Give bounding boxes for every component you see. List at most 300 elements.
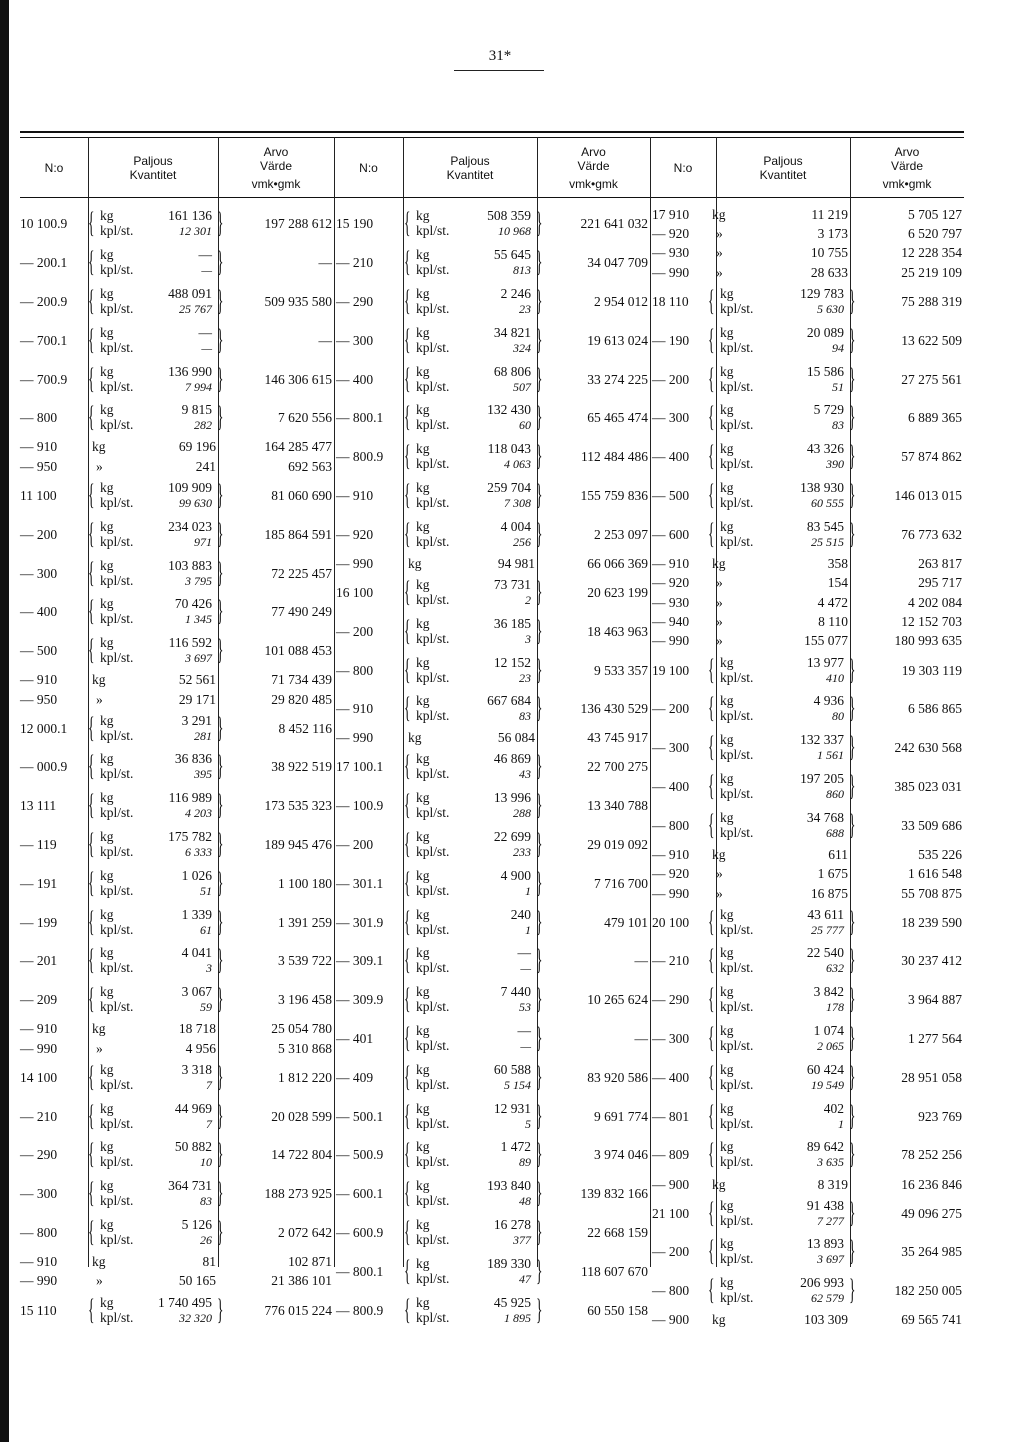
unit-kg: kg bbox=[100, 479, 114, 495]
unit-kpl: kpl/st. bbox=[100, 533, 134, 549]
unit-kg: kg bbox=[100, 208, 114, 224]
row-number: 10 100.9 bbox=[20, 216, 68, 232]
row-number: — 800 bbox=[20, 1225, 58, 1240]
row-number: — 809 bbox=[652, 1147, 690, 1163]
row-number: — 910 bbox=[652, 555, 690, 571]
row-number: — 600.1 bbox=[336, 1186, 384, 1202]
row-value: 29 019 092 bbox=[587, 837, 648, 853]
unit-kg: kg bbox=[416, 479, 430, 495]
row-number: — 300 bbox=[336, 332, 374, 348]
unit-kg: kg bbox=[720, 324, 734, 340]
quantity-kg: 129 783 bbox=[800, 285, 844, 301]
row-number: — 400 bbox=[652, 1069, 690, 1085]
quantity-kg: 3 173 bbox=[817, 226, 848, 242]
right-brace: } bbox=[217, 633, 224, 667]
row-value: 16 236 846 bbox=[901, 1176, 962, 1192]
row-value: 7 716 700 bbox=[594, 875, 648, 891]
quantity-kpl bbox=[817, 747, 844, 763]
quantity-kpl-value: 26 bbox=[200, 1233, 212, 1247]
right-brace: } bbox=[217, 1176, 224, 1210]
quantity-kpl-value: 860 bbox=[826, 786, 844, 801]
unit-kg: kg bbox=[416, 208, 430, 224]
unit-kpl: kpl/st. bbox=[100, 572, 134, 588]
left-brace: { bbox=[708, 904, 715, 938]
row-value: 692 563 bbox=[288, 458, 332, 474]
quantity-kpl bbox=[826, 960, 844, 976]
quantity-kpl-value: 7 308 bbox=[504, 495, 531, 510]
left-brace: { bbox=[88, 904, 95, 938]
quantity-kpl-value: 282 bbox=[194, 418, 212, 433]
row-value: 9 533 357 bbox=[594, 662, 648, 678]
row-value: 7 620 556 bbox=[278, 410, 332, 426]
quantity-kpl-value: 43 bbox=[519, 767, 531, 782]
ditto-mark: » bbox=[96, 1040, 103, 1056]
quantity-kpl bbox=[838, 1116, 844, 1132]
row-value: 38 922 519 bbox=[271, 759, 332, 775]
left-brace: { bbox=[88, 1137, 95, 1171]
unit-kpl: kpl/st. bbox=[100, 766, 134, 782]
quantity-kg: 1 675 bbox=[817, 866, 848, 882]
unit-kpl: kpl/st. bbox=[720, 339, 754, 355]
right-brace: } bbox=[217, 865, 224, 899]
unit-kpl: kpl/st. bbox=[100, 727, 134, 743]
left-brace: { bbox=[404, 827, 411, 861]
row-number: — 920 bbox=[336, 526, 374, 542]
left-brace: { bbox=[404, 613, 411, 647]
quantity-kg: 83 545 bbox=[806, 518, 844, 534]
ditto-mark: » bbox=[96, 1273, 103, 1289]
row-value: 34 047 709 bbox=[587, 255, 648, 271]
quantity-kg: 161 136 bbox=[168, 208, 212, 224]
row-number: — 930 bbox=[652, 594, 690, 610]
row-value: 71 734 439 bbox=[271, 672, 332, 688]
quantity-kpl-value: 1 bbox=[838, 1116, 844, 1131]
right-brace: } bbox=[536, 827, 543, 861]
row-value: 1 616 548 bbox=[908, 866, 962, 882]
quantity-kg: 16 278 bbox=[493, 1217, 531, 1232]
quantity-kg: 13 893 bbox=[806, 1236, 844, 1252]
unit-kg: kg bbox=[100, 790, 114, 806]
row-value: 8 452 116 bbox=[278, 720, 332, 736]
row-number: — 000.9 bbox=[20, 759, 68, 775]
quantity-kg: 189 330 bbox=[487, 1255, 531, 1271]
quantity-kpl-value: 83 bbox=[519, 709, 531, 724]
table-row bbox=[20, 981, 964, 1020]
left-brace: { bbox=[708, 283, 715, 317]
unit-kpl: kpl/st. bbox=[100, 650, 134, 666]
quantity-kg: 136 990 bbox=[168, 363, 212, 379]
right-brace: } bbox=[849, 904, 856, 938]
quantity-kpl-value: 2 065 bbox=[817, 1039, 844, 1054]
left-brace: { bbox=[404, 283, 411, 317]
quantity-kg: 43 326 bbox=[806, 441, 844, 457]
table-row bbox=[20, 224, 964, 243]
row-value: 22 668 159 bbox=[587, 1225, 648, 1240]
left-brace: { bbox=[88, 633, 95, 667]
quantity-kpl bbox=[832, 340, 844, 356]
quantity-kpl-value: 395 bbox=[194, 767, 212, 782]
row-number: 13 111 bbox=[20, 798, 57, 814]
quantity-kpl-value: — bbox=[520, 961, 531, 976]
row-value: 164 285 477 bbox=[264, 439, 332, 455]
row-number: — 910 bbox=[336, 701, 374, 717]
quantity-kpl-value: 7 bbox=[206, 1116, 212, 1131]
quantity-kg: 3 067 bbox=[181, 984, 212, 1000]
table-row bbox=[20, 903, 964, 942]
page-number-rule bbox=[454, 70, 544, 71]
left-brace: { bbox=[708, 768, 715, 802]
row-number: — 210 bbox=[336, 255, 374, 271]
quantity-kg: 44 969 bbox=[174, 1100, 212, 1116]
left-brace: { bbox=[404, 652, 411, 686]
left-brace: { bbox=[88, 1098, 95, 1132]
quantity-kpl-value: 3 bbox=[206, 961, 212, 976]
quantity-kpl bbox=[817, 1251, 844, 1267]
unit-kpl: kpl/st. bbox=[720, 533, 754, 549]
header-value: Arvo Värde vmk•gmk bbox=[569, 145, 618, 191]
unit-kpl: kpl/st. bbox=[100, 300, 134, 316]
unit-kpl: kpl/st. bbox=[416, 766, 450, 782]
unit-kg: kg bbox=[100, 1178, 114, 1194]
row-number: — 990 bbox=[652, 633, 690, 649]
quantity-kpl-value: 813 bbox=[513, 263, 531, 278]
left-brace: { bbox=[88, 788, 95, 822]
row-value: 101 088 453 bbox=[264, 643, 332, 659]
right-brace: } bbox=[536, 943, 543, 977]
row-number: — 800 bbox=[20, 410, 58, 426]
left-brace: { bbox=[708, 691, 715, 725]
table-row bbox=[20, 399, 964, 438]
row-number: — 990 bbox=[336, 730, 374, 746]
quantity-kpl-value: 256 bbox=[513, 534, 531, 549]
row-value: 263 817 bbox=[918, 555, 962, 571]
quantity-kpl-value: 61 bbox=[200, 922, 212, 937]
table-row bbox=[20, 632, 964, 651]
unit-kg: kg bbox=[720, 945, 734, 961]
row-value: 189 945 476 bbox=[264, 837, 332, 853]
quantity-kg: 132 337 bbox=[800, 732, 844, 748]
row-number: — 910 bbox=[20, 1254, 58, 1270]
row-value: 6 889 365 bbox=[908, 410, 962, 426]
unit-kg: kg bbox=[100, 247, 114, 263]
header-no: N:o bbox=[359, 161, 378, 175]
unit-kpl: kpl/st. bbox=[416, 1232, 450, 1247]
unit-kpl: kpl/st. bbox=[416, 339, 450, 355]
row-number: — 500.1 bbox=[336, 1108, 384, 1124]
right-brace: } bbox=[217, 594, 224, 628]
right-brace: } bbox=[849, 691, 856, 725]
right-brace: } bbox=[536, 788, 543, 822]
left-brace: { bbox=[708, 1021, 715, 1055]
row-number: — 401 bbox=[336, 1031, 374, 1047]
quantity-kpl-value: 83 bbox=[200, 1194, 212, 1209]
row-number: — 200.1 bbox=[20, 255, 68, 271]
quantity-kg: 68 806 bbox=[493, 363, 531, 379]
row-value: 188 273 925 bbox=[264, 1186, 332, 1202]
quantity-kg: 50 165 bbox=[178, 1273, 216, 1289]
right-brace: } bbox=[536, 400, 543, 434]
quantity-kpl-value: 23 bbox=[519, 301, 531, 316]
quantity-kpl-value: 2 bbox=[525, 592, 531, 607]
quantity-kpl bbox=[826, 670, 844, 686]
quantity-kpl-value: 324 bbox=[513, 340, 531, 355]
right-brace: } bbox=[536, 1059, 543, 1093]
row-value: 49 096 275 bbox=[901, 1205, 962, 1221]
quantity-kg: 8 110 bbox=[818, 614, 848, 629]
quantity-kg: 16 875 bbox=[810, 885, 848, 901]
left-brace: { bbox=[88, 206, 95, 240]
unit-kpl: kpl/st. bbox=[416, 417, 450, 433]
right-brace: } bbox=[217, 827, 224, 861]
row-number: 14 100 bbox=[20, 1069, 58, 1085]
row-value: 28 951 058 bbox=[901, 1069, 962, 1085]
row-value: 1 391 259 bbox=[278, 914, 332, 930]
right-brace: } bbox=[536, 865, 543, 899]
unit-kg: kg bbox=[712, 1312, 726, 1328]
quantity-kg: 29 171 bbox=[178, 691, 216, 707]
quantity-kg: 197 205 bbox=[800, 770, 844, 786]
unit-kpl: kpl/st. bbox=[720, 1154, 754, 1170]
table-row bbox=[20, 1233, 964, 1272]
row-value: 27 275 561 bbox=[901, 371, 962, 387]
right-brace: } bbox=[217, 982, 224, 1016]
row-number: — 200 bbox=[652, 701, 690, 717]
right-brace: } bbox=[849, 1137, 856, 1171]
row-value: 3 196 458 bbox=[278, 992, 332, 1008]
unit-kpl: kpl/st. bbox=[100, 262, 134, 278]
row-value: 33 274 225 bbox=[587, 371, 648, 387]
row-number: — 200.9 bbox=[20, 293, 68, 309]
row-value: 14 722 804 bbox=[271, 1147, 332, 1163]
table-row bbox=[20, 554, 964, 573]
table-row bbox=[20, 864, 964, 883]
quantity-kpl bbox=[826, 999, 844, 1015]
row-number: — 600 bbox=[652, 526, 690, 542]
quantity-kg: 4 472 bbox=[817, 594, 848, 610]
quantity-kg: 5 126 bbox=[181, 1217, 212, 1232]
quantity-kg: 4 956 bbox=[185, 1040, 216, 1056]
unit-kpl: kpl/st. bbox=[100, 1309, 134, 1325]
unit-kg: kg bbox=[720, 1236, 734, 1252]
unit-kg: kg bbox=[416, 654, 430, 670]
row-number: — 200 bbox=[336, 837, 374, 853]
unit-kpl: kpl/st. bbox=[100, 611, 134, 627]
scan-edge-bar bbox=[0, 0, 9, 1442]
quantity-kg: 9 815 bbox=[181, 402, 212, 418]
quantity-kpl-value: 7 277 bbox=[817, 1213, 844, 1228]
quantity-kg: 15 586 bbox=[806, 363, 844, 379]
quantity-kg: 69 196 bbox=[178, 439, 216, 455]
quantity-kpl bbox=[832, 417, 844, 433]
table-row bbox=[20, 263, 964, 282]
row-value: 75 288 319 bbox=[901, 293, 962, 309]
row-number: — 910 bbox=[652, 846, 690, 862]
left-brace: { bbox=[88, 943, 95, 977]
left-brace: { bbox=[88, 1059, 95, 1093]
quantity-kg: 46 869 bbox=[493, 751, 531, 767]
left-brace: { bbox=[88, 982, 95, 1016]
header-value: Arvo Värde vmk•gmk bbox=[882, 145, 932, 191]
row-number: — 400 bbox=[652, 449, 690, 465]
unit-kpl: kpl/st. bbox=[720, 785, 754, 801]
row-number: — 930 bbox=[652, 245, 690, 261]
row-value: 776 015 224 bbox=[264, 1302, 332, 1318]
unit-kpl: kpl/st. bbox=[100, 494, 134, 510]
row-number: — 119 bbox=[20, 837, 57, 853]
unit-kg: kg bbox=[100, 829, 114, 845]
left-brace: { bbox=[404, 1176, 411, 1210]
quantity-kpl-value: 25 777 bbox=[811, 922, 844, 937]
row-number: 16 100 bbox=[336, 584, 374, 600]
left-brace: { bbox=[88, 555, 95, 589]
left-brace: { bbox=[404, 982, 411, 1016]
ditto-mark: » bbox=[716, 614, 723, 629]
row-number: — 800 bbox=[652, 817, 690, 833]
quantity-kpl-value: 3 635 bbox=[817, 1155, 844, 1170]
quantity-kpl bbox=[811, 922, 844, 938]
right-brace: } bbox=[849, 477, 856, 511]
left-brace: { bbox=[708, 652, 715, 686]
quantity-kg: 103 883 bbox=[168, 557, 212, 573]
quantity-kg: 56 084 bbox=[497, 730, 535, 746]
unit-kg: kg bbox=[100, 596, 114, 612]
quantity-kpl-value: — bbox=[520, 1039, 531, 1054]
unit-kpl: kpl/st. bbox=[720, 1290, 754, 1306]
right-brace: } bbox=[849, 322, 856, 356]
table-row bbox=[20, 205, 964, 224]
quantity-kpl-value: 10 968 bbox=[498, 224, 531, 239]
row-number: — 800.9 bbox=[336, 1302, 384, 1318]
header-quantity: Paljous Kvantitet bbox=[129, 154, 177, 182]
quantity-kg: 55 645 bbox=[493, 247, 531, 263]
unit-kg: kg bbox=[416, 1178, 430, 1194]
row-number: — 940 bbox=[652, 614, 690, 629]
unit-kg: kg bbox=[100, 285, 114, 301]
right-brace: } bbox=[536, 904, 543, 938]
quantity-kg: 234 023 bbox=[168, 518, 212, 534]
right-brace: } bbox=[849, 807, 856, 841]
right-brace: } bbox=[536, 516, 543, 550]
row-value: — bbox=[634, 953, 648, 969]
unit-kg: kg bbox=[416, 615, 430, 631]
right-brace: } bbox=[536, 691, 543, 725]
quantity-kg: 667 684 bbox=[487, 693, 531, 709]
unit-kpl: kpl/st. bbox=[100, 960, 134, 976]
unit-kg: kg bbox=[416, 1294, 430, 1310]
unit-kg: kg bbox=[100, 751, 114, 767]
quantity-kg: 60 588 bbox=[493, 1061, 531, 1077]
unit-kg: kg bbox=[100, 945, 114, 961]
unit-kpl: kpl/st. bbox=[416, 300, 450, 316]
quantity-kpl-value: 94 bbox=[832, 340, 844, 355]
right-brace: } bbox=[849, 516, 856, 550]
quantity-kpl-value: 5 630 bbox=[817, 301, 844, 316]
quantity-kpl-value: 51 bbox=[832, 379, 844, 394]
ditto-mark: » bbox=[716, 866, 723, 882]
row-number: — 800 bbox=[336, 662, 374, 678]
unit-kpl: kpl/st. bbox=[720, 999, 754, 1015]
left-brace: { bbox=[88, 594, 95, 628]
row-value: 182 250 005 bbox=[894, 1283, 962, 1299]
unit-kg: kg bbox=[100, 518, 114, 534]
row-value: 2 253 097 bbox=[594, 526, 648, 542]
quantity-kg: 240 bbox=[510, 906, 531, 922]
table-row bbox=[20, 244, 964, 263]
unit-kg: kg bbox=[416, 441, 430, 457]
row-number: — 300 bbox=[652, 1031, 690, 1047]
quantity-kg: 1 026 bbox=[181, 867, 212, 883]
quantity-kg: 12 931 bbox=[493, 1100, 531, 1116]
table-row bbox=[20, 283, 964, 322]
quantity-kpl-value: 48 bbox=[519, 1194, 531, 1209]
unit-kpl: kpl/st. bbox=[720, 1115, 754, 1131]
row-value: 102 871 bbox=[288, 1254, 332, 1270]
unit-kpl: kpl/st. bbox=[100, 805, 134, 821]
right-brace: } bbox=[536, 574, 543, 608]
row-number: — 800.1 bbox=[336, 1263, 384, 1279]
unit-kg: kg bbox=[720, 770, 734, 786]
unit-kpl: kpl/st. bbox=[100, 921, 134, 937]
left-brace: { bbox=[708, 1098, 715, 1132]
row-number: — 100.9 bbox=[336, 798, 384, 814]
left-brace: { bbox=[708, 477, 715, 511]
quantity-kg: 4 041 bbox=[181, 945, 212, 961]
table-row bbox=[20, 321, 964, 360]
unit-kpl: kpl/st. bbox=[720, 824, 754, 840]
quantity-kg: 36 836 bbox=[174, 751, 212, 767]
table-row bbox=[20, 1020, 964, 1059]
quantity-kpl-value: 507 bbox=[513, 379, 531, 394]
unit-kg: kg bbox=[416, 285, 430, 301]
left-brace: { bbox=[404, 904, 411, 938]
row-value: 146 306 615 bbox=[264, 371, 332, 387]
row-value: 25 219 109 bbox=[901, 264, 962, 280]
unit-kpl: kpl/st. bbox=[720, 921, 754, 937]
quantity-kg: 138 930 bbox=[800, 479, 844, 495]
row-number: — 500 bbox=[20, 643, 58, 659]
quantity-kg: 13 996 bbox=[493, 790, 531, 806]
row-number: — 309.9 bbox=[336, 992, 384, 1008]
right-brace: } bbox=[217, 516, 224, 550]
quantity-kg: 10 755 bbox=[810, 245, 848, 261]
row-value: 118 607 670 bbox=[581, 1263, 648, 1279]
unit-kpl: kpl/st. bbox=[416, 223, 450, 239]
right-brace: } bbox=[536, 283, 543, 317]
quantity-kg: 89 642 bbox=[806, 1139, 844, 1155]
quantity-kpl-value: 47 bbox=[519, 1271, 531, 1286]
row-number: — 920 bbox=[652, 226, 690, 242]
right-brace: } bbox=[217, 206, 224, 240]
quantity-kpl bbox=[826, 825, 844, 841]
row-value: 72 225 457 bbox=[271, 565, 332, 581]
quantity-kpl-value: 3 bbox=[525, 631, 531, 646]
unit-kg: kg bbox=[92, 672, 106, 688]
quantity-kpl-value: 99 630 bbox=[179, 495, 212, 510]
quantity-kpl-value: 1 bbox=[525, 922, 531, 937]
row-number: — 700.1 bbox=[20, 332, 68, 348]
unit-kpl: kpl/st. bbox=[720, 1038, 754, 1054]
quantity-kg: 36 185 bbox=[493, 615, 531, 631]
quantity-kpl-value: 281 bbox=[194, 728, 212, 743]
right-brace: } bbox=[849, 943, 856, 977]
quantity-kg: 175 782 bbox=[168, 829, 212, 845]
quantity-kpl-value: 7 bbox=[206, 1077, 212, 1092]
quantity-kpl-value: 23 bbox=[519, 670, 531, 685]
row-value: 13 340 788 bbox=[587, 798, 648, 814]
quantity-kpl-value: 53 bbox=[519, 1000, 531, 1015]
page-number: 31* bbox=[488, 48, 512, 64]
left-brace: { bbox=[404, 400, 411, 434]
